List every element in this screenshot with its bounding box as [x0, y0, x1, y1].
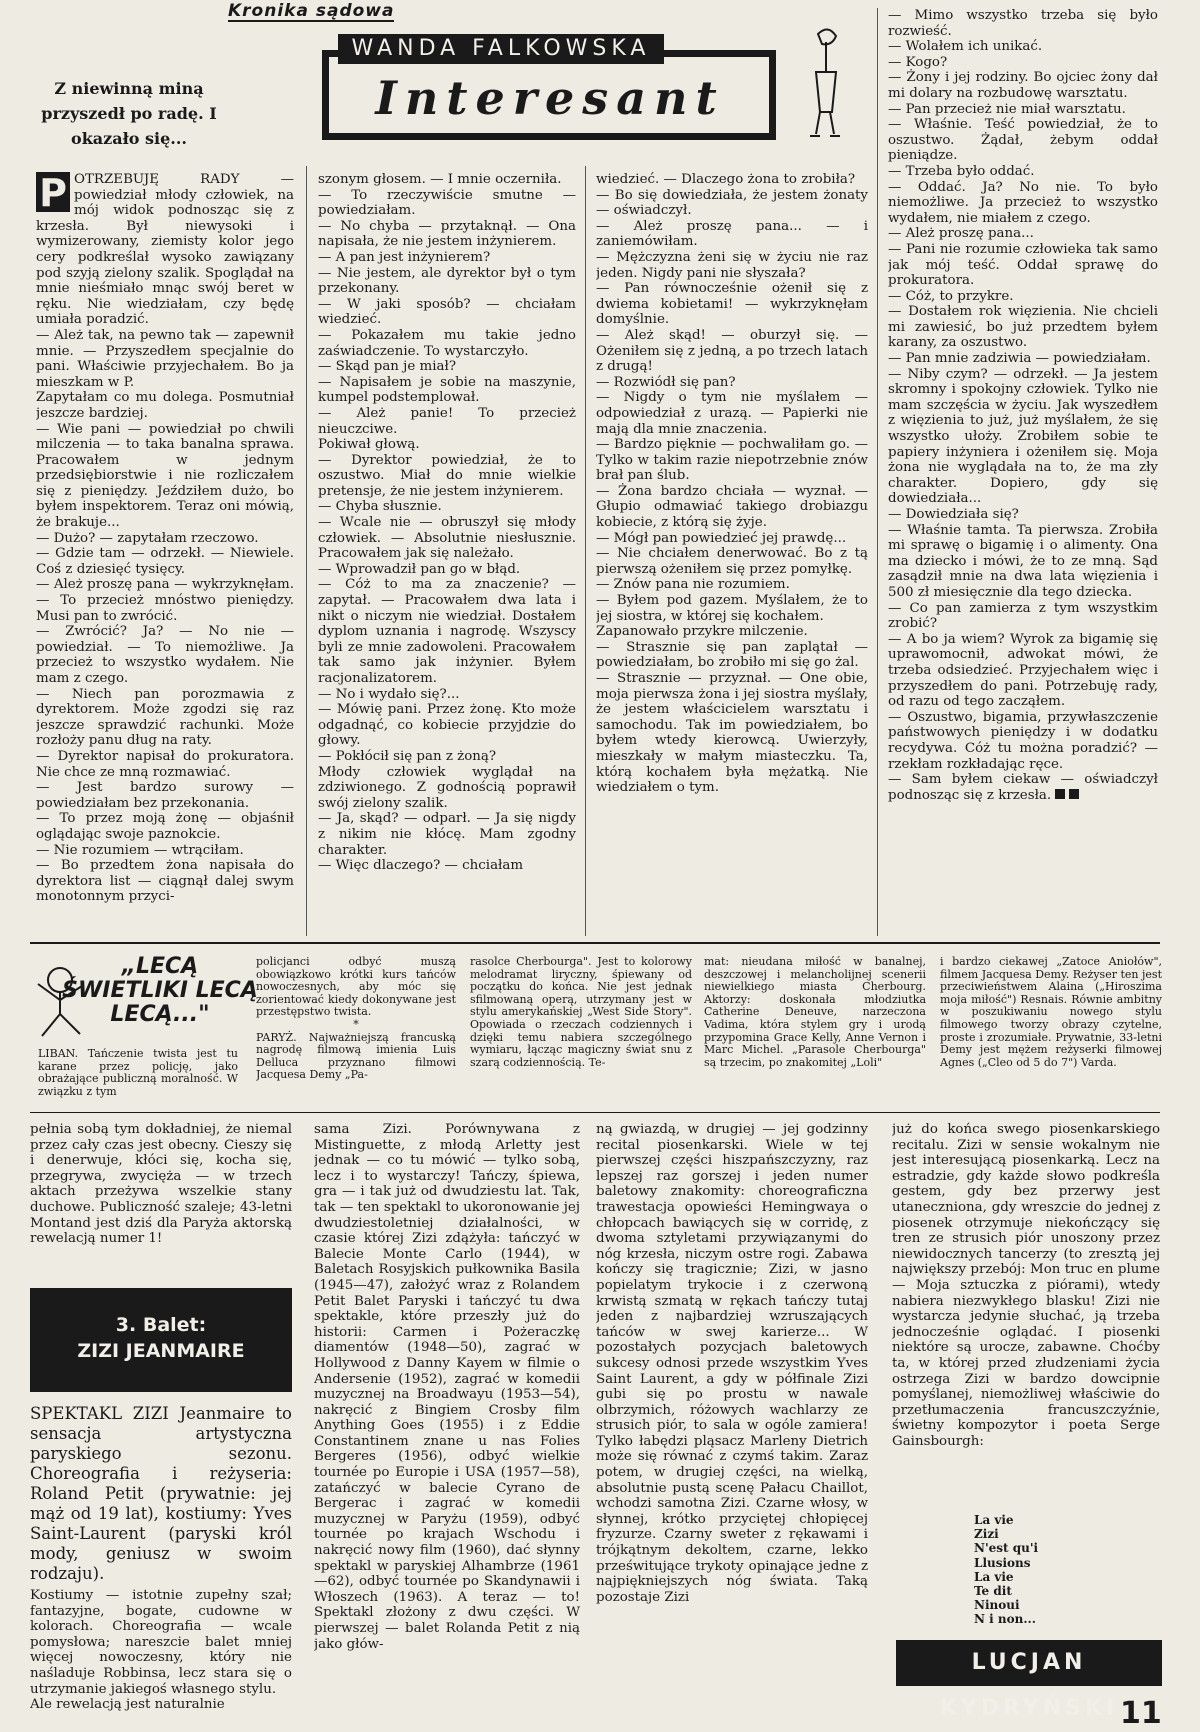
paragraph: — Ależ proszę pana...: [888, 226, 1034, 242]
paragraph: — Ależ tak, na pewno tak — zapewnił mnie. — Przyszedłem specjalnie do pani. Właściwie przyjechałem. Bo ja mieszkam w P.: [36, 327, 294, 390]
middle-column-5: i bardzo ciekawej „Zatoce Aniołów", filmem Jacquesa Demy. Reżyser ten jest przeciwieństwem Alaina („Hiroszima moja miłość") Resnais. Równie ambitny w poszukiwaniu nowego stylu filmowego tworzy obrazy czytelne, proste i zrozumiałe. Prywatnie, 33-letni Demy jest mężem reżyserki filmowej Agnes („Cleo od 5 do 7") Varda.: [940, 956, 1162, 1069]
lyric-line: Llusions: [974, 1555, 1031, 1570]
paragraph: Kostiumy — istotnie zupełny szał; fantazyjne, bogate, cudowne w kolorach. Choreografia — wcale pomysłowa; nareszcie balet mniej więcej nowoczesny, który nie naśladuje Robbinsa, lecz stara się o utrzymanie jakiegoś własnego stylu.: [30, 1588, 292, 1697]
paragraph: Młody człowiek wyglądał na zdziwionego. Z godnością poprawił swój zielony szalik.: [318, 764, 576, 811]
sketch-figure-icon: [800, 20, 846, 140]
paragraph: — Dyrektor napisał do prokuratora. Nie chce ze mną rozmawiać.: [36, 748, 294, 780]
paragraph: — Więc dlaczego? — chciałam: [318, 858, 524, 874]
paragraph: — Niby czym? — odrzekł. — Ja jestem skromny i spokojny człowiek. Tylko nie mam szczęścia w życiu. Jak wyszedłem z więzienia to już, już myślałem, że się wszystko ułoży. Zrobiłem sobie te papiery inżyniera i ożeniłem się. Moja żona nie wyglądała na to, że ma zły charakter. Dopiero, gdy się dowiedziała...: [888, 366, 1158, 507]
bottom-column-3: ną gwiazdą, w drugiej — jej godzinny recital piosenkarski. Wiele w tej pierwszej części hiszpańszczyzny, raz lepszej raz gorszej i jeden numer baletowy znakomity: choreograficzna trawestacja opowieści Hemingwaya o chłopcach bawiących się w corridę, z dwoma sztyletami przywiązanymi do nóg krzesła, niczym ostre rogi. Zabawa kończy się tragicznie; Zizi, w jasno popielatym trykocie i z czerwoną krwistą szmatą w rękach tańczy tutaj jeden z najbardziej wzruszających tańców w swej karierze... W pozostałych pozycjach baletowych sukcesy odnosi przede wszystkim Yves Saint Laurent, a gdy w półfinale Zizi gubi się po prostu w nawale olbrzymich, różowych wachlarzy ze strusich piór, to sala w ogóle zamiera! Tylko łabędzi pląsacz Marleny Dietrich może się równać z czymś takim. Zaraz potem, w drugiej części, na wielką, absolutnie pustą scenę Pałacu Chaillot, wchodzi samotna Zizi. Czarne włosy, w słynnej, krótko przyciętej chłopięcej fryzurze. Czarny sweter z rękawami i trójkątnym dekoltem, czarne, lekko prześwitujące trykoty opinające jedne z najpiękniejszych nóg świata. Taką pozostaje Zizi: [596, 1122, 868, 1605]
paragraph: — Ja, skąd? — odparł. — Ja się nigdy z nikim nie kłócę. Mam zgodny charakter.: [318, 811, 576, 858]
page-number: 11: [1120, 1696, 1162, 1731]
paragraph: policjanci odbyć muszą obowiązkowo krótki kurs tańców nowoczesnych, aby móc się zorientować kiedy dokonywane jest przestępstwo twista.: [256, 956, 456, 1019]
paragraph: — Pan równocześnie ożenił się z dwiema kobietami! — wykrzyknęłam domyślnie.: [596, 281, 868, 328]
star-separator: *: [353, 1017, 359, 1031]
paragraph: — Pan przecież nie miał warsztatu.: [888, 101, 1126, 117]
lyric-line: Te dit: [974, 1584, 1012, 1599]
paragraph: — Cóż, to przykre.: [888, 288, 1014, 304]
paragraph: — Mógł pan powiedzieć jej prawdę...: [596, 530, 847, 546]
paragraph: — Wcale nie — obruszył się młody człowiek. — Absolutnie niesłusznie. Pracowałem jak się należało.: [318, 515, 576, 562]
lyric-line: Zizi: [974, 1527, 999, 1542]
paragraph: — Pokłócił się pan z żoną?: [318, 748, 497, 764]
end-mark-icon: [1069, 789, 1079, 799]
paragraph: — No i wydało się?...: [318, 686, 460, 702]
paragraph: — Ależ skąd! — oburzył się. — Ożeniłem się z jedną, a po trzech latach z drugą!: [596, 327, 868, 375]
paragraph: — Wolałem ich unikać.: [888, 39, 1043, 55]
paragraph: — Oddać. Ja? No nie. To było niemożliwe. Ja przecież to wszystko wydałem, nie miałem z czego.: [888, 179, 1158, 226]
end-mark-icon: [1055, 789, 1065, 799]
paragraph: — Oszustwo, bigamia, przywłaszczenie państwowych pieniędzy i w dodatku recydywa. Cóż tu można poradzić? — rzekłam rozkładając ręce.: [888, 709, 1158, 772]
column-divider: [877, 8, 878, 936]
lyric-line: La vie: [974, 1569, 1014, 1584]
paragraph: — Nie chciałem denerwować. Bo z tą pierwszą ożeniłem się przez pomyłkę.: [596, 546, 868, 577]
paragraph: wiedzieć. — Dlaczego żona to zrobiła?: [596, 172, 856, 187]
paragraph: — Ależ proszę pana — wykrzyknęłam. — To przecież mnóstwo pieniędzy. Musi pan to zwrócić.: [36, 577, 294, 624]
paragraph: — Dowiedziała się?: [888, 507, 1019, 522]
paragraph: — W jaki sposób? — chciałam wiedzieć.: [318, 296, 576, 328]
paragraph: — Mężczyzna żeni się w życiu nie raz jeden. Nigdy pani nie słyszała?: [596, 249, 868, 281]
paragraph: — Żony i jej rodziny. Bo ojciec żony dał mi dolary na rozbudowę warsztatu.: [888, 70, 1158, 101]
middle-column-2: [256, 956, 456, 1106]
paragraph: — Jest bardzo surowy — powiedziałam bez przekonania.: [36, 780, 294, 811]
middle-column-4: mat: nieudana miłość w banalnej, deszczowej i melancholijnej scenerii niewielkiego miasta Cherbourg. Aktorzy: doskonała młodziutka Catherine Deneuve, narzeczona Vadima, która stylem gry i urodą przypomina Grace Kelly, Anne Vernon i Marc Michel. „Parasole Cherbourga" są trzecim, po znakomitej „Loli": [704, 956, 926, 1069]
paragraph: — Pokazałem mu takie jedno zaświadczenie. To wystarczyło.: [318, 327, 576, 359]
section-title-box: [30, 1288, 292, 1392]
paragraph: — Strasznie się pan zaplątał — powiedziałam, bo zrobiło mi się go żal.: [596, 639, 868, 671]
paragraph: — Byłem pod gazem. Myślałem, że to jej siostra, w której się kochałem.: [596, 593, 868, 624]
leca-heading: „LECĄ ŚWIETLIKI LECĄ LECĄ...": [62, 954, 258, 1027]
liban-note: LIBAN. Tańczenie twista jest tu karane przez policję, jako obrażające publiczną moralność. W związku z tym: [38, 1048, 238, 1098]
article-column-3: [596, 172, 868, 937]
bottom-column-1: [30, 1404, 292, 1724]
paragraph: Pokiwał głową.: [318, 437, 420, 453]
section-header-kronika: Kronika sądowa: [228, 1, 395, 21]
bottom-column-4: już do końca swego piosenkarskiego recitalu. Zizi w sensie wokalnym nie jest interesującą piosenkarką. Lecz na estradzie, gdy każde słowo podkreśla gestem, gdy bez przerwy jest utaneczniona, gdy wreszcie do jednej z piosenek otrzymuje niekończący się tren ze strusich piór unoszony przez niewidocznych tancerzy (to zresztą jej największy przebój: Mon truc en plume — Moja sztuczka z piórami), wtedy nabiera niezwykłego blasku! Zizi nie wystarcza jedynie słuchać, ją trzeba jednocześnie oglądać. I piosenki niektóre są urocze, zabawne. Choćby ta, w której przed złudzeniami życia ostrzega Zizi w bardzo dowcipnie pomyślanej, niemożliwej właściwie do przetłumaczenia francuszczyźnie, świetny kompozytor i poeta Serge Gainsbourgh:: [892, 1122, 1160, 1449]
paragraph: — Ależ proszę pana... — i zaniemówiłam.: [596, 218, 868, 250]
article-column-2: [318, 172, 576, 937]
closing-line: — Sam byłem ciekaw — oświadczył podnosząc się z krzesła.: [888, 772, 1158, 803]
article-title: Interesant: [375, 71, 725, 125]
paragraph: — Ależ panie! To przecież nieuczciwe.: [318, 405, 576, 437]
paragraph: — Cóż to ma za znaczenie? — zapytał. — Pracowałem dwa lata i nikt o niczym nie wiedział. Dostałem dyplom uznania i nagrodę. Wszyscy byli ze mnie zadowoleni. Pracowałem tak samo jak inżynier. Byłem racjonalizatorem.: [318, 577, 576, 686]
column-divider: [306, 166, 307, 936]
paragraph: — Właśnie. Teść powiedział, że to oszustwo. Żądał, żebym oddał pieniądze.: [888, 117, 1158, 164]
author-byline: LUCJAN KYDRYŃSKI: [896, 1640, 1162, 1686]
paragraph: — Nigdy o tym nie myślałem — odpowiedział z urazą. — Papierki nie mają dla mnie znaczenia.: [596, 390, 868, 437]
article-column-1: [36, 172, 294, 937]
paragraph: — Dyrektor powiedział, że to oszustwo. Miał do mnie wielkie pretensje, że nie jestem inżynierem.: [318, 452, 576, 499]
paragraph: — No chyba — przytaknął. — Ona napisała, że nie jestem inżynierem.: [318, 218, 576, 250]
paragraph: — Co pan zamierza z tym wszystkim zrobić?: [888, 600, 1158, 632]
paragraph: — Nie jestem, ale dyrektor był o tym przekonany.: [318, 265, 576, 297]
paragraph: — Kogo?: [888, 54, 948, 70]
paragraph: — Mimo wszystko trzeba się było rozwieść.: [888, 8, 1158, 39]
paragraph: — Skąd pan je miał?: [318, 359, 456, 375]
article-lead: Z niewinną miną przyszedł po radę. I okazało się...: [41, 79, 217, 148]
paragraph: — Dostałem rok więzienia. Nie chcieli mi zawiesić, bo już przedtem byłem karany, za oszustwo.: [888, 304, 1158, 351]
paragraph: [888, 772, 1158, 803]
column-divider: [585, 166, 586, 936]
paragraph: — Wprowadził pan go w błąd.: [318, 561, 521, 577]
paragraph: — Chyba słusznie.: [318, 499, 442, 515]
paragraph: — Znów pana nie rozumiem.: [596, 577, 790, 593]
lyric-line: Ninoui: [974, 1598, 1020, 1613]
lyric-line: N'est qu'i: [974, 1541, 1039, 1556]
middle-column-3: rasolce Cherbourga". Jest to kolorowy melodramat liryczny, śpiewany od początku do końca. Nie jest jednak sfilmowaną operą, utrzymany jest w stylu amerykańskiej „West Side Story". Opowiada o rzeczach codziennych i dzięki temu nabiera szczególnego wymiaru, łącząc magiczny świat snu z szarą codziennością. Te-: [470, 956, 692, 1069]
article-column-4: [888, 8, 1158, 938]
paragraph: — Nie rozumiem — wtrąciłam.: [36, 842, 244, 858]
dancer-sketch-icon: [20, 950, 100, 1045]
paragraph: Ale rewelacją jest naturalnie: [30, 1697, 225, 1713]
paragraph: — A pan jest inżynierem?: [318, 249, 491, 265]
spektakl-paragraph: SPEKTAKL ZIZI Jeanmaire to sensacja artystyczna paryskiego sezonu. Choreografia i reżyseria: Roland Petit (prywatnie: jej mąż od 19 lat), kostiumy: Yves Saint-Laurent (paryski król mody, geniusz w swoim rodzaju).: [30, 1404, 292, 1583]
section-divider: [30, 942, 1160, 944]
paragraph: — Strasznie — przyznał. — One obie, moja pierwsza żona i jej siostra myślały, że jestem właścicielem warsztatu i samochodu. Tak im powiedziałem, bo byłem wtedy kierowcą. Uwierzyły, mieszkały w małym miasteczku. Ta, którą kochałem była mężatką. Nie wiedziałem o tym.: [596, 671, 868, 796]
paragraph: — Napisałem je sobie na maszynie, kumpel podstemplował.: [318, 374, 576, 406]
paragraph: — Wie pani — powiedział po chwili milczenia — to taka banalna sprawa. Pracowałem w jednym przedsiębiorstwie i nie rozliczałem się z pieniędzy. Jeździłem dużo, bo byłem inspektorem. Teraz oni mówią, że brakuje...: [36, 421, 294, 531]
lyric-line: N i non...: [974, 1612, 1036, 1627]
paragraph: — Rozwiódł się pan?: [596, 374, 736, 390]
paragraph: — A bo ja wiem? Wyrok za bigamię się uprawomocnił, adwokat mówi, że trzeba odsiedzieć. Przyjechałem więc i przyszedłem do pani. Potrzebuję rady, od razu od tego zacząłem.: [888, 631, 1158, 710]
lyric-line: La vie: [974, 1513, 1014, 1527]
paragraph: — Mówię pani. Przez żonę. Kto może odgadnąć, co kobiecie przyjdzie do głowy.: [318, 702, 576, 749]
bottom-column-2: sama Zizi. Porównywana z Mistinguette, z młodą Arletty jest jednak — co tu mówić — tylko sobą, lecz i to wystarczy! Tańczy, śpiewa, gra — i tak już od dwudziestu lat. Tak, tak — ten spektakl to ukoronowanie jej dwudziestoletniej działalności, w czasie której Zizi zdążyła: tańczyć w Balecie Monte Carlo (1944), w Baletach Rosyjskich pułkownika Basila (1945—47), założyć wraz z Rolandem Petit Balet Paryski i tańczyć tu dwa spektakle, które przeszły już do historii: Carmen i Pożeraczkę diamentów (1948—50), zagrać w Hollywood z Danny Kayem w filmie o Andersenie (1952), zagrać w komedii muzycznej na Broadwayu (1953—54), nakręcić z Bingiem Crosby film Anything Goes (1955) i z Eddie Constantinem znane u nas Folies Bergeres (1956), odbyć wielkie tournée po Europie i USA (1957—58), zatańczyć w balecie Cyrano de Bergerac i zagrać w komedii muzycznej w Paryżu (1959), odbyć tournée po krajach Wschodu i nakręcić nowy film (1960), dać słynny spektakl w paryskiej Alhambrze (1961—62), odbyć tournée po Skandynawii i Włoszech (1963). A teraz — to! Spektakl złożony z dwu części. W pierwszej — balet Rolanda Petit z nią jako głów-: [314, 1122, 580, 1652]
paragraph: — Właśnie tamta. Ta pierwsza. Zrobiła mi sprawę o bigamię i o alimenty. Ona ma dziecko i mówi, że to ze mną. Sąd zasądził mnie na dwa lata więzienia i 500 zł miesięcznie dla tego dziecka.: [888, 522, 1158, 600]
paragraph: — Gdzie tam — odrzekł. — Niewiele. Coś z dziesięć tysięcy.: [36, 546, 294, 577]
paragraph: — To rzeczywiście smutne — powiedziałam.: [318, 187, 576, 219]
section-title-line-1: 3. Balet:: [115, 1314, 207, 1336]
author-name: WANDA FALKOWSKA: [338, 34, 664, 64]
paragraph: szonym głosem. — I mnie oczerniła.: [318, 172, 562, 187]
paragraph: — Bardzo pięknie — pochwaliłam go. — Tylko w takim razie niepotrzebnie znów brał pan ślub.: [596, 437, 868, 484]
paragraph: — Zwrócić? Ja? — No nie — powiedział. — To niemożliwe. Ja przecież to wszystko wydałem. Nie mam z czego.: [36, 624, 294, 686]
paragraph: — Trzeba było oddać.: [888, 163, 1035, 179]
paragraph: — Pan mnie zadziwia — powiedziałam.: [888, 351, 1151, 367]
paragraph: OTRZEBUJĘ RADY — powiedział młody człowiek, na mój widok podnosząc się z krzesła. Był niewysoki i wymizerowany, ziemisty kolor jego cery podkreślał wysoko zawiązany pod szyją zielony szalik. Spoglądał na mnie nieśmiało mnąc swój beret w ręku. Nie wiedziałam, czy będę umiała poradzić.: [36, 172, 294, 328]
paragraph: — Bo się dowiedziała, że jestem żonaty — oświadczył.: [596, 187, 868, 219]
paragraph: — To przez moją żonę — objaśnił oglądając swoje paznokcie.: [36, 811, 294, 842]
paragraph: — Żona bardzo chciała — wyznał. — Głupio odmawiać takiego drobiazgu kobiecie, z którą się żyje.: [596, 483, 868, 531]
song-lyrics: [974, 1513, 1038, 1627]
section-divider: [30, 1112, 1160, 1113]
drop-cap: P: [36, 172, 70, 212]
bottom-column-1-top: pełnia sobą tym dokładniej, że niemal przez cały czas jest obecny. Cieszy się i denerwuje, kłóci się, kocha się, przegrywa, zwycięża — w trzech aktach przeżywa wszelkie stany duchowe. Publiczność szaleje; 43-letni Montand jest dziś dla Paryża aktorską rewelacją numer 1!: [30, 1122, 292, 1247]
paragraph: — Dużo? — zapytałam rzeczowo.: [36, 530, 259, 546]
section-title-line-2: ZIZI JEANMAIRE: [77, 1340, 245, 1362]
paragraph: Zapanowało przykre milczenie.: [596, 624, 808, 640]
paragraph: — Niech pan porozmawia z dyrektorem. Może zgodzi się raz jeszcze sprawdzić rachunki. Może rozłoży panu dług na raty.: [36, 686, 294, 749]
paragraph: Zapytałam co mu dolega. Posmutniał jeszcze bardziej.: [36, 390, 294, 421]
paragraph: — Bo przedtem żona napisała do dyrektora list — ciągnął dalej swym monotonnym przyci-: [36, 858, 294, 905]
paragraph: — Pani nie rozumie człowieka tak samo jak mój teść. Oddał sprawę do prokuratora.: [888, 241, 1158, 289]
paragraph: PARYŻ. Najważniejszą francuską nagrodę filmową imienia Luis Delluca przyznano filmowi Jacquesa Demy „Pa-: [256, 1030, 456, 1082]
